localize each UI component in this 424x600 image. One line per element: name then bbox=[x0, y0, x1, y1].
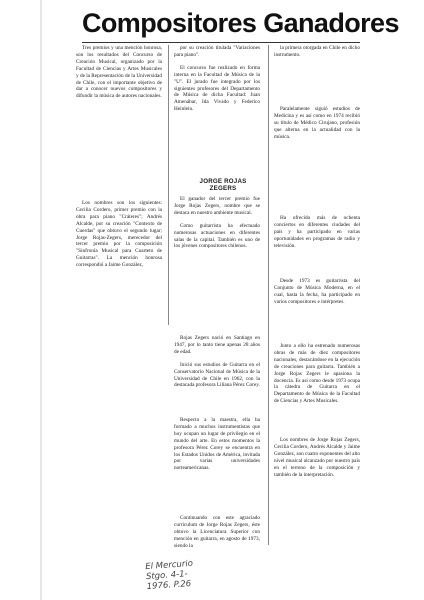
paragraph-teaching: Junto a ello ha estrenado numerosas obras de más de diez compositores nacionales, destacándose en la ejecución de creaciones para guitarra. También a Jorge Rojas Zegers le apasiona la docencia. Es así como desde 1973 ocupa la cátedra de Guitarra en el Departamento de Música de la Facultad de Ciencias y Artes Musicales. bbox=[274, 343, 360, 405]
article-column-3-teaching bbox=[274, 343, 360, 411]
handwritten-source-note: El Mercurio Stgo. 4-1-1976. P.26 bbox=[145, 558, 194, 593]
article-column-2-teacher bbox=[174, 417, 260, 478]
paragraph-winners: Los nombres son los siguientes: Cecilia Cordero, primer premio con la obra para piano "Cráteres"; Andrés Alcalde, por su creación "Contexto de Cuerdas" que obtuvo el segundo lugar; Jorge Rojas-Zegers, merecedor del tercer premio por la composición "Sinfronía Musical para Cuarteto de Guitarras". La mención honrosa correspondió a Jaime González, bbox=[76, 200, 162, 269]
article-column-2 bbox=[174, 45, 260, 119]
article-column-3-closing bbox=[274, 437, 360, 484]
headline: Compositores Ganadores bbox=[82, 8, 399, 38]
article-column-3-ensemble bbox=[274, 278, 360, 312]
paragraph-piano-work: por su creación titulada "Variaciones para piano". bbox=[174, 45, 260, 58]
paragraph-guitarist: Como guitarrista ha efectuado numerosas actuaciones en diferentes salas de la capital. También es uno de los jóvenes compositores chilenos. bbox=[174, 222, 260, 250]
newspaper-clipping bbox=[62, 0, 399, 600]
column-divider-2 bbox=[268, 45, 269, 545]
article-column-1 bbox=[76, 45, 162, 106]
article-column-2-bio bbox=[174, 335, 260, 395]
paragraph-ensemble: Desde 1973 es guitarrista del Conjunto de Música Moderna, en el cual, hasta la fecha, ha participado en varios compositores e intérpretes. bbox=[274, 278, 360, 305]
column-divider bbox=[168, 45, 169, 325]
scan-edge bbox=[40, 0, 42, 600]
paragraph-jury: El concurso fue realizado en forma interna en la Facultad de Música de la "U". El jurado fue integrado por los siguientes profesores del Departamento de Música de dicha Facultad: Juan Amenábar, Ida Vivado y Federico Heinlein. bbox=[174, 64, 260, 113]
article-column-2-cont bbox=[174, 196, 260, 256]
article-column-2-end bbox=[174, 515, 260, 556]
paragraph-studies: Inició sus estudios de Guitarra en el Conservatorio Nacional de Música de la Universidad de Chile en 1962, con la destacada profesora Liliana Pérez Corey. bbox=[174, 361, 260, 389]
paragraph-medicine: Paralelamente siguió estudios de Medicina y es así como en 1974 recibió su título de Médico Cirujano, profesión que alterna en la actualidad con la música. bbox=[274, 106, 360, 140]
paragraph-first-degree: la primera otorgada en Chile en dicho instrumento. bbox=[274, 45, 360, 58]
paragraph-degree: Continuando con este agraciado curriculum de Jorge Rojas Zegers, éste obtuvo la Licenciatura Superior con mención en guitarra, en agosto de 1973, siendo la bbox=[174, 515, 260, 549]
paragraph-birth: Rojas Zegers nació en Santiago en 1947, por lo tanto tiene apenas 28 años de edad. bbox=[174, 335, 260, 355]
paragraph-concerts: Ha ofrecido más de ochenta conciertos en diferentes ciudades del país y ha participado en varias oportunidades en programas de radio y televisión. bbox=[274, 215, 360, 249]
paragraph-intro: Tres premios y una mención honrosa, son los resultados del Concurso de Creación Musical, organizado por la Facultad de Ciencias y Artes Musicales y de la Representación de la Universidad de Chile, con el importante objetivo de dar a conocer nuevos compositores y difundir la música de autores nacionales. bbox=[76, 45, 163, 100]
article-column-3 bbox=[274, 45, 360, 65]
article-column-1-cont bbox=[76, 200, 162, 275]
article-column-3-concerts bbox=[274, 215, 360, 256]
paragraph-teacher: Respecto a la maestra, ella ha formado a muchos instrumentistas que hoy ocupan un lugar de privilegio en el mundo del arte. En estos momentos la profesora Pérez Corey se encuentra en los Estados Unidos de América, invitada por varias universidades norteamericanas. bbox=[174, 417, 260, 472]
article-column-3-medicine bbox=[274, 106, 360, 147]
headline-rule bbox=[82, 42, 360, 43]
paragraph-third-prize: El ganador del tercer premio fue Jorge Rojas Zegers, nombre que se destaca en nuestro ambiente musical. bbox=[174, 196, 260, 216]
paragraph-closing: Los nombres de Jorge Rojas Zegers, Cecilia Cordero, Andrés Alcalde y Jaime González, son cuatro exponentes del alto nivel musical alcanzado por nuestro país en el terreno de la composición y también de la interpretación. bbox=[274, 437, 361, 478]
section-subhead: JORGE ROJAS ZEGERS bbox=[199, 178, 247, 192]
